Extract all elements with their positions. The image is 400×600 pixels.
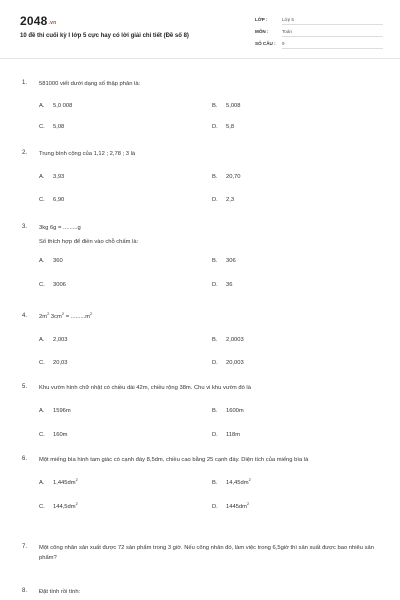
option-d[interactable]	[212, 432, 240, 438]
option-text: 5,0 008	[53, 102, 73, 109]
option-c[interactable]	[39, 282, 66, 288]
option-text: 5,08	[53, 123, 65, 130]
option-text: 144,5dm	[53, 503, 76, 510]
option-c[interactable]	[39, 432, 68, 438]
option-letter: D.	[212, 431, 218, 438]
question-text: Khu vườn hình chữ nhật có chiều dài 42m, chiều rộng 38m. Chu vi khu vườn đó là	[39, 385, 251, 391]
header	[0, 0, 400, 59]
option-text: 1,445dm	[53, 479, 76, 486]
question-2	[22, 150, 377, 203]
option-letter: A.	[39, 407, 45, 414]
question-number: 7.	[22, 544, 28, 550]
meta-label: LỚP :	[255, 17, 268, 22]
question-text: 581000 viết dưới dạng số thập phân là:	[39, 81, 141, 87]
option-letter: C.	[39, 282, 45, 288]
option-letter: B.	[212, 102, 218, 109]
option-text: 2,3	[226, 196, 235, 203]
option-text: 6,90	[53, 196, 65, 203]
option-text: 20,70	[226, 173, 241, 180]
option-text: 5,008	[226, 102, 241, 109]
option-text: 20,03	[53, 359, 68, 366]
option-a[interactable]	[39, 174, 64, 180]
option-b[interactable]	[212, 408, 244, 414]
question-text: $2m^2$ $3cm^2 = .........m^2$	[39, 311, 93, 320]
meta-row-question-count	[255, 39, 383, 51]
question-number: 2.	[22, 150, 28, 156]
option-c[interactable]	[39, 197, 64, 203]
meta-value: Toán	[282, 29, 383, 37]
question-number: 4.	[22, 313, 28, 319]
question-3	[22, 224, 377, 288]
option-letter: A.	[39, 173, 45, 180]
option-text: 160m	[53, 431, 68, 438]
option-letter: B.	[212, 258, 218, 264]
option-d[interactable]: D. $1445dm^2$	[212, 500, 250, 510]
option-text: 1600m	[226, 407, 244, 414]
option-letter: C.	[39, 431, 45, 438]
question-6	[22, 456, 377, 510]
question-1	[22, 80, 377, 130]
question-text: Một miếng bìa hình tam giác có cạnh đáy 8,5dm, chiều cao bằng 25 cạnh đáy. Diện tích của miếng bìa là	[39, 457, 309, 463]
option-letter: D.	[212, 359, 218, 366]
option-text: 2,0003	[226, 336, 244, 343]
option-text: 1445dm	[226, 503, 247, 510]
page-title: 10 đề thi cuối kỳ I lớp 5 cực hay có lời giải chi tiết (Đề số 8)	[20, 33, 189, 39]
option-letter: C.	[39, 359, 45, 366]
option-b[interactable]: B. $14,45dm^2$	[212, 476, 251, 486]
option-b[interactable]	[212, 103, 241, 109]
logo-text: 2048	[20, 14, 48, 28]
site-logo[interactable]	[20, 14, 56, 28]
question-4	[22, 311, 377, 366]
meta-value: 9	[282, 41, 383, 49]
option-a[interactable]	[39, 408, 71, 414]
option-b[interactable]	[212, 337, 244, 343]
option-d[interactable]	[212, 360, 244, 366]
question-text: Một công nhân sản xuất được 72 sản phẩm trong 3 giờ. Nếu công nhân đó, làm việc trong 6,5giờ thì sản xuất được bao nhiêu sản phẩm?	[39, 545, 374, 561]
option-letter: B.	[212, 173, 218, 180]
option-a[interactable]: A. $1,445dm^2$	[39, 476, 78, 486]
option-a[interactable]	[39, 258, 63, 264]
question-number: 1.	[22, 80, 28, 86]
option-text: 14,45dm	[226, 479, 249, 486]
question-5	[22, 384, 377, 438]
logo-suffix: .vn	[48, 20, 57, 26]
option-letter: D.	[212, 123, 218, 130]
option-d[interactable]	[212, 124, 234, 130]
meta-label: SỐ CÂU :	[255, 41, 276, 46]
option-text: 3,93	[53, 173, 65, 180]
question-text: Đặt tính rồi tính:	[39, 589, 81, 595]
option-text: 36	[226, 282, 233, 288]
option-b[interactable]	[212, 258, 236, 264]
question-8	[22, 588, 377, 598]
option-letter: A.	[39, 479, 45, 486]
question-text: 3kg 6g = .........g	[39, 225, 81, 231]
option-text: 2,003	[53, 336, 68, 343]
option-c[interactable]	[39, 124, 64, 130]
meta-row-class	[255, 15, 383, 27]
option-text: 3006	[53, 282, 66, 288]
option-text: 5,8	[226, 123, 235, 130]
option-text: 306	[226, 258, 236, 264]
option-letter: D.	[212, 196, 218, 203]
option-d[interactable]	[212, 282, 232, 288]
question-number: 8.	[22, 588, 28, 594]
option-letter: A.	[39, 102, 45, 109]
option-b[interactable]	[212, 174, 241, 180]
question-7	[22, 544, 377, 563]
option-d[interactable]	[212, 197, 234, 203]
option-letter: B.	[212, 479, 218, 486]
option-letter: C.	[39, 196, 45, 203]
option-letter: B.	[212, 336, 218, 343]
option-letter: C.	[39, 503, 45, 510]
option-text: 1596m	[53, 407, 71, 414]
option-letter: D.	[212, 503, 218, 510]
meta-label: MÔN :	[255, 29, 269, 34]
option-a[interactable]	[39, 337, 68, 343]
question-number: 6.	[22, 456, 28, 462]
option-letter: A.	[39, 258, 45, 264]
option-c[interactable]: C. $144,5dm^2$	[39, 500, 78, 510]
option-letter: D.	[212, 282, 218, 288]
option-letter: A.	[39, 336, 45, 343]
option-text: 360	[53, 258, 63, 264]
option-text: 20,003	[226, 359, 244, 366]
question-number: 5.	[22, 384, 28, 390]
question-text: Trung bình cộng của 1,12 ; 2,78 ; 3 là	[39, 151, 136, 157]
option-letter: B.	[212, 407, 218, 414]
question-subtext: Số thích hợp để điền vào chỗ chấm là:	[39, 238, 139, 245]
meta-row-subject	[255, 27, 383, 39]
question-number: 3.	[22, 224, 28, 230]
meta-info	[255, 15, 383, 51]
option-text: 118m	[226, 431, 241, 438]
option-a[interactable]	[39, 103, 72, 109]
option-c[interactable]	[39, 360, 68, 366]
meta-value: Lớp 5	[282, 17, 383, 25]
option-letter: C.	[39, 123, 45, 130]
